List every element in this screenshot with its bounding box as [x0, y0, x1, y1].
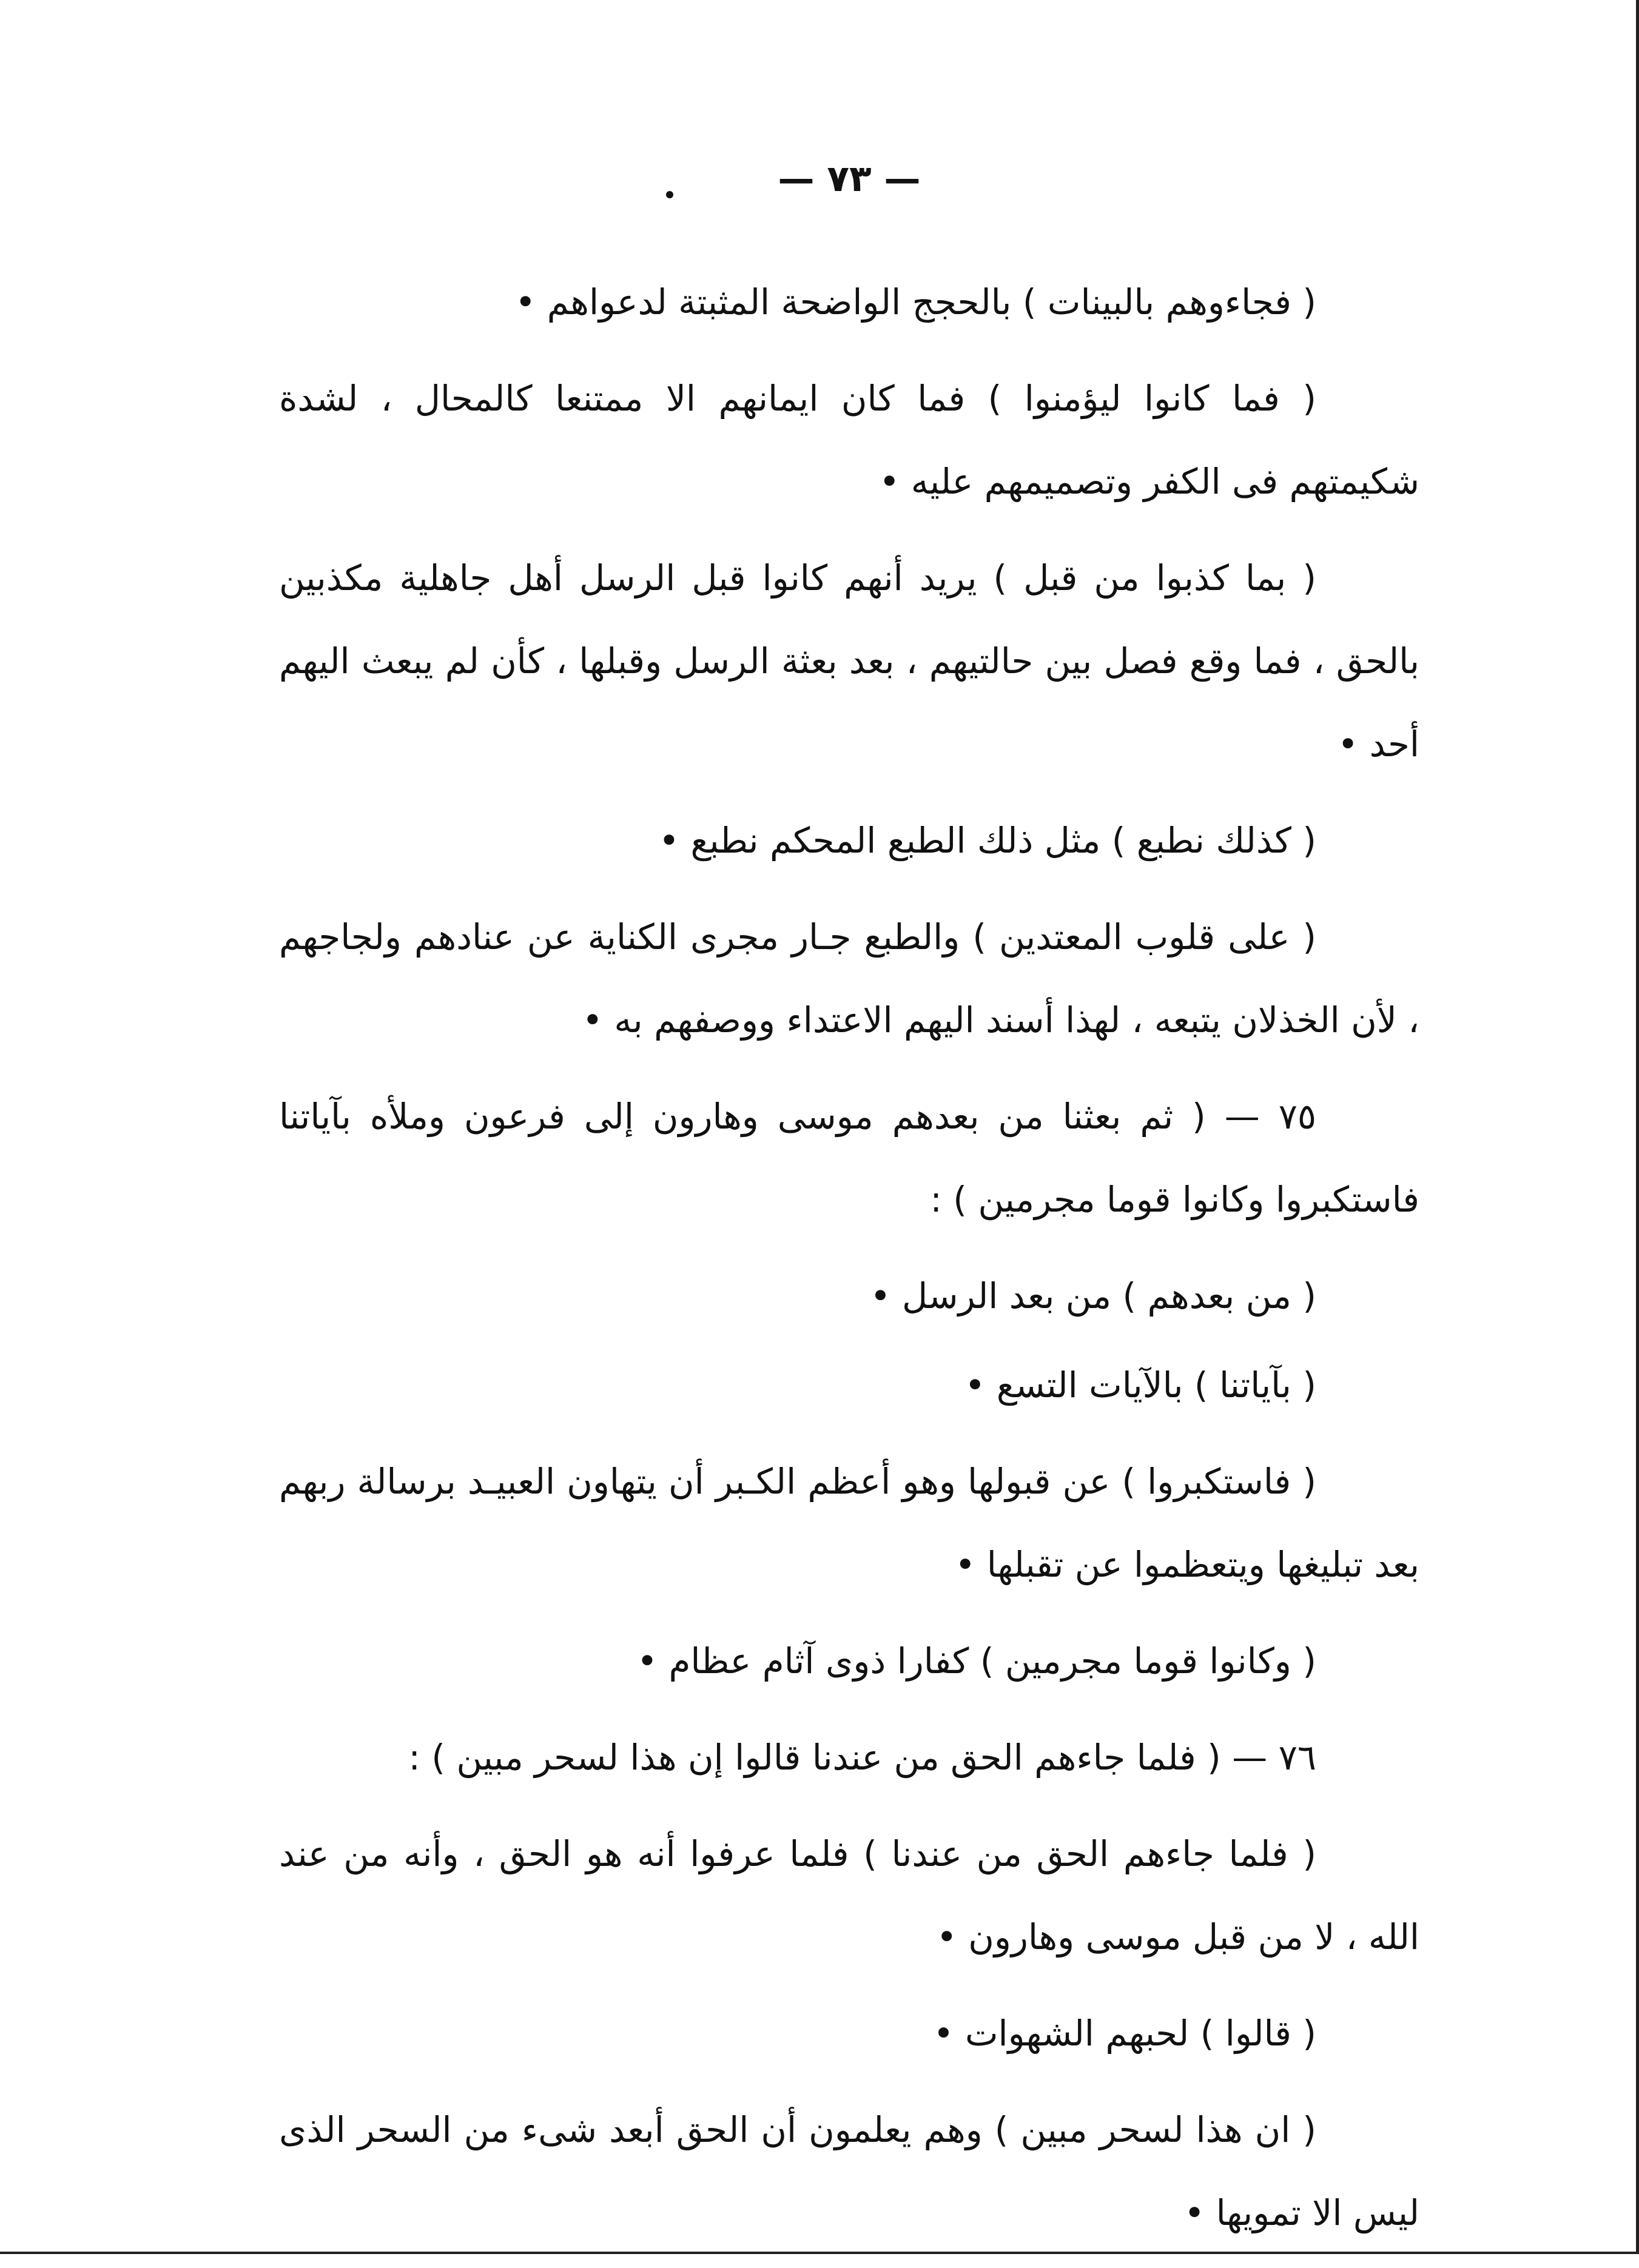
stray-ink-dot — [666, 191, 673, 198]
paragraph: ( بما كذبوا من قبل ) يريد أنهم كانوا قبل الرسل أهل جاهلية مكذبين بالحق ، فما وقع فصل بين حالتيهم ، بعد بعثة الرسل وقبلها ، كأن لم يبعث اليهم أحد • — [279, 557, 1419, 765]
paragraph: ( ان هذا لسحر مبين ) وهم يعلمون أن الحق أبعد شىء من السحر الذى ليس الا تمويها • — [279, 2109, 1419, 2233]
paragraph: ( وكانوا قوما مجرمين ) كفارا ذوى آثام عظام • — [636, 1640, 1316, 1682]
paragraph: ( فاستكبروا ) عن قبولها وهو أعظم الكـبر أن يتهاون العبيـد برسالة ربهم بعد تبليغها ويتعظموا عن تقبلها • — [279, 1461, 1419, 1585]
verse-paragraph: ٧٦ — ( فلما جاءهم الحق من عندنا قالوا إن هذا لسحر مبين ) : — [408, 1737, 1316, 1778]
paragraph: ( قالوا ) لحبهم الشهوات • — [933, 2013, 1316, 2054]
body-text — [279, 261, 1419, 2268]
paragraph: ( فلما جاءهم الحق من عندنا ) فلما عرفوا أنه هو الحق ، وأنه من عند الله ، لا من قبل موسى وهارون • — [279, 1833, 1419, 1958]
paragraph: ( بآياتنا ) بالآيات التسع • — [964, 1364, 1316, 1406]
verse-paragraph: ٧٥ — ( ثم بعثنا من بعدهم موسى وهارون إلى فرعون وملأه بآياتنا فاستكبروا وكانوا قوما مجرمين ) : — [279, 1096, 1419, 1220]
paragraph: ( على قلوب المعتدين ) والطبع جـار مجرى الكناية عن عنادهم ولجاجهم ، لأن الخذلان يتبعه ، لهذا أسند اليهم الاعتداء ووصفهم به • — [279, 916, 1419, 1041]
paragraph: ( من بعدهم ) من بعد الرسل • — [870, 1275, 1316, 1317]
paragraph: ( فما كانوا ليؤمنوا ) فما كان ايمانهم الا ممتنعا كالمحال ، لشدة شكيمتهم فى الكفر وتصميمهم عليه • — [279, 378, 1419, 502]
page-number: — ٧٣ — — [778, 158, 921, 200]
paragraph: ( فجاءوهم بالبينات ) بالحجج الواضحة المثبتة لدعواهم • — [515, 281, 1316, 323]
paragraph: ( كذلك نطبع ) مثل ذلك الطبع المحكم نطبع • — [658, 820, 1316, 861]
right-edge-rule — [1636, 0, 1639, 2254]
